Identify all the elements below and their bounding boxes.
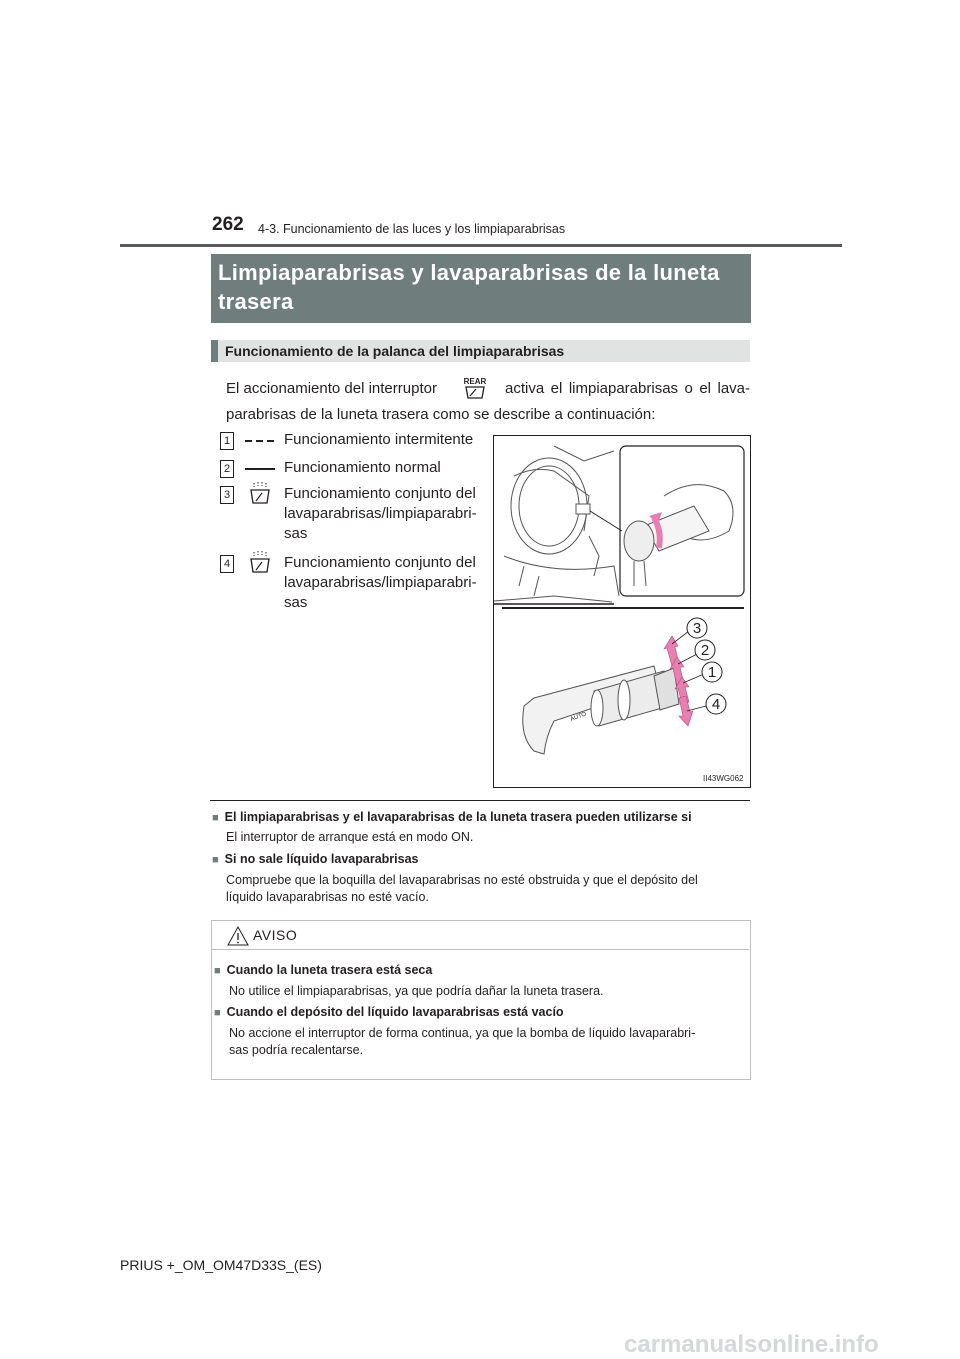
item-4-line3: sas bbox=[284, 594, 308, 611]
wiper-lever bbox=[523, 666, 679, 754]
square-bullet-icon: ■ bbox=[212, 812, 219, 824]
note-2-body: Compruebe que la boquilla del lavaparabrisas no esté obstruida y que el depósito del líquido lavaparabrisas no esté vacío. bbox=[226, 873, 698, 904]
intermittent-dashes-icon bbox=[245, 433, 275, 449]
watermark[interactable]: carmanualsonline.info bbox=[624, 1331, 879, 1358]
section-title-line1: Limpiaparabrisas y lavaparabrisas de la luneta bbox=[218, 260, 720, 285]
intro-line2: parabrisas de la luneta trasera como se describe a continuación: bbox=[226, 406, 656, 423]
item-4-number: 4 bbox=[220, 555, 234, 573]
callout-2-label: 2 bbox=[700, 642, 710, 659]
item-4-text bbox=[284, 553, 484, 613]
callout-4-label: 4 bbox=[711, 696, 721, 713]
note-1-heading: ■ El limpiaparabrisas y el lavaparabrisas de la luneta trasera pueden utilizarse si bbox=[212, 810, 692, 824]
intro-part1: El accionamiento del interruptor bbox=[226, 380, 437, 397]
rear-icon-label: REAR bbox=[463, 377, 487, 386]
square-bullet-icon: ■ bbox=[214, 965, 221, 977]
warning-triangle-icon bbox=[226, 925, 250, 947]
note-1-body: El interruptor de arranque está en modo ON. bbox=[226, 830, 474, 844]
item-1-text bbox=[284, 430, 484, 450]
intro-part2: activa el limpiaparabrisas o el lava- bbox=[505, 380, 750, 397]
warning-2-body: No accione el interruptor de forma continua, ya que la bomba de líquido lavaparabri- sas podría recalentarse. bbox=[229, 1026, 696, 1057]
warning-2-heading: ■ Cuando el depósito del líquido lavaparabrisas está vacío bbox=[214, 1005, 564, 1019]
washer-spray-icon bbox=[248, 550, 272, 574]
section-title-line2: trasera bbox=[218, 289, 294, 314]
washer-spray-icon bbox=[248, 481, 272, 505]
wiper-lever-figure bbox=[493, 435, 751, 788]
item-3-number: 3 bbox=[220, 486, 234, 504]
item-2-number: 2 bbox=[220, 460, 234, 478]
chapter-title: 4-3. Funcionamiento de las luces y los limpiaparabrisas bbox=[258, 222, 566, 236]
manual-code: PRIUS +_OM_OM47D33S_(ES) bbox=[120, 1257, 322, 1273]
callout-1-label: 1 bbox=[707, 664, 717, 681]
item-3-text bbox=[284, 484, 484, 544]
page-number: 262 bbox=[212, 214, 244, 235]
item-2-line1: Funcionamiento normal bbox=[284, 459, 441, 476]
figure-illustration bbox=[494, 436, 750, 787]
subsection-title: Funcionamiento de la palanca del limpiaparabrisas bbox=[225, 343, 565, 359]
continuous-line-icon bbox=[245, 461, 275, 477]
header-rule bbox=[120, 244, 842, 247]
lever-auto-label: AUTO bbox=[569, 711, 588, 723]
item-3-line3: sas bbox=[284, 525, 308, 542]
subsection-accent bbox=[211, 340, 218, 362]
item-4-line1: Funcionamiento conjunto del bbox=[284, 554, 476, 571]
item-1-number: 1 bbox=[220, 432, 234, 450]
item-3-line2: lavaparabrisas/limpiaparabri- bbox=[284, 505, 477, 522]
figure-code: II43WG062 bbox=[703, 774, 744, 783]
square-bullet-icon: ■ bbox=[212, 854, 219, 866]
warning-label: AVISO bbox=[253, 927, 298, 943]
item-1-line1: Funcionamiento intermitente bbox=[284, 431, 474, 448]
item-4-line2: lavaparabrisas/limpiaparabri- bbox=[284, 574, 477, 591]
section-title bbox=[218, 258, 748, 316]
item-2-text bbox=[284, 458, 484, 478]
warning-1-body: No utilice el limpiaparabrisas, ya que podría dañar la luneta trasera. bbox=[229, 984, 604, 998]
callout-3-label: 3 bbox=[692, 620, 702, 637]
rear-wiper-switch-icon bbox=[462, 376, 488, 402]
square-bullet-icon: ■ bbox=[214, 1007, 221, 1019]
note-2-heading: ■ Si no sale líquido lavaparabrisas bbox=[212, 852, 419, 866]
warning-1-heading: ■ Cuando la luneta trasera está seca bbox=[214, 963, 433, 977]
notes-divider bbox=[210, 800, 750, 801]
item-3-line1: Funcionamiento conjunto del bbox=[284, 485, 476, 502]
